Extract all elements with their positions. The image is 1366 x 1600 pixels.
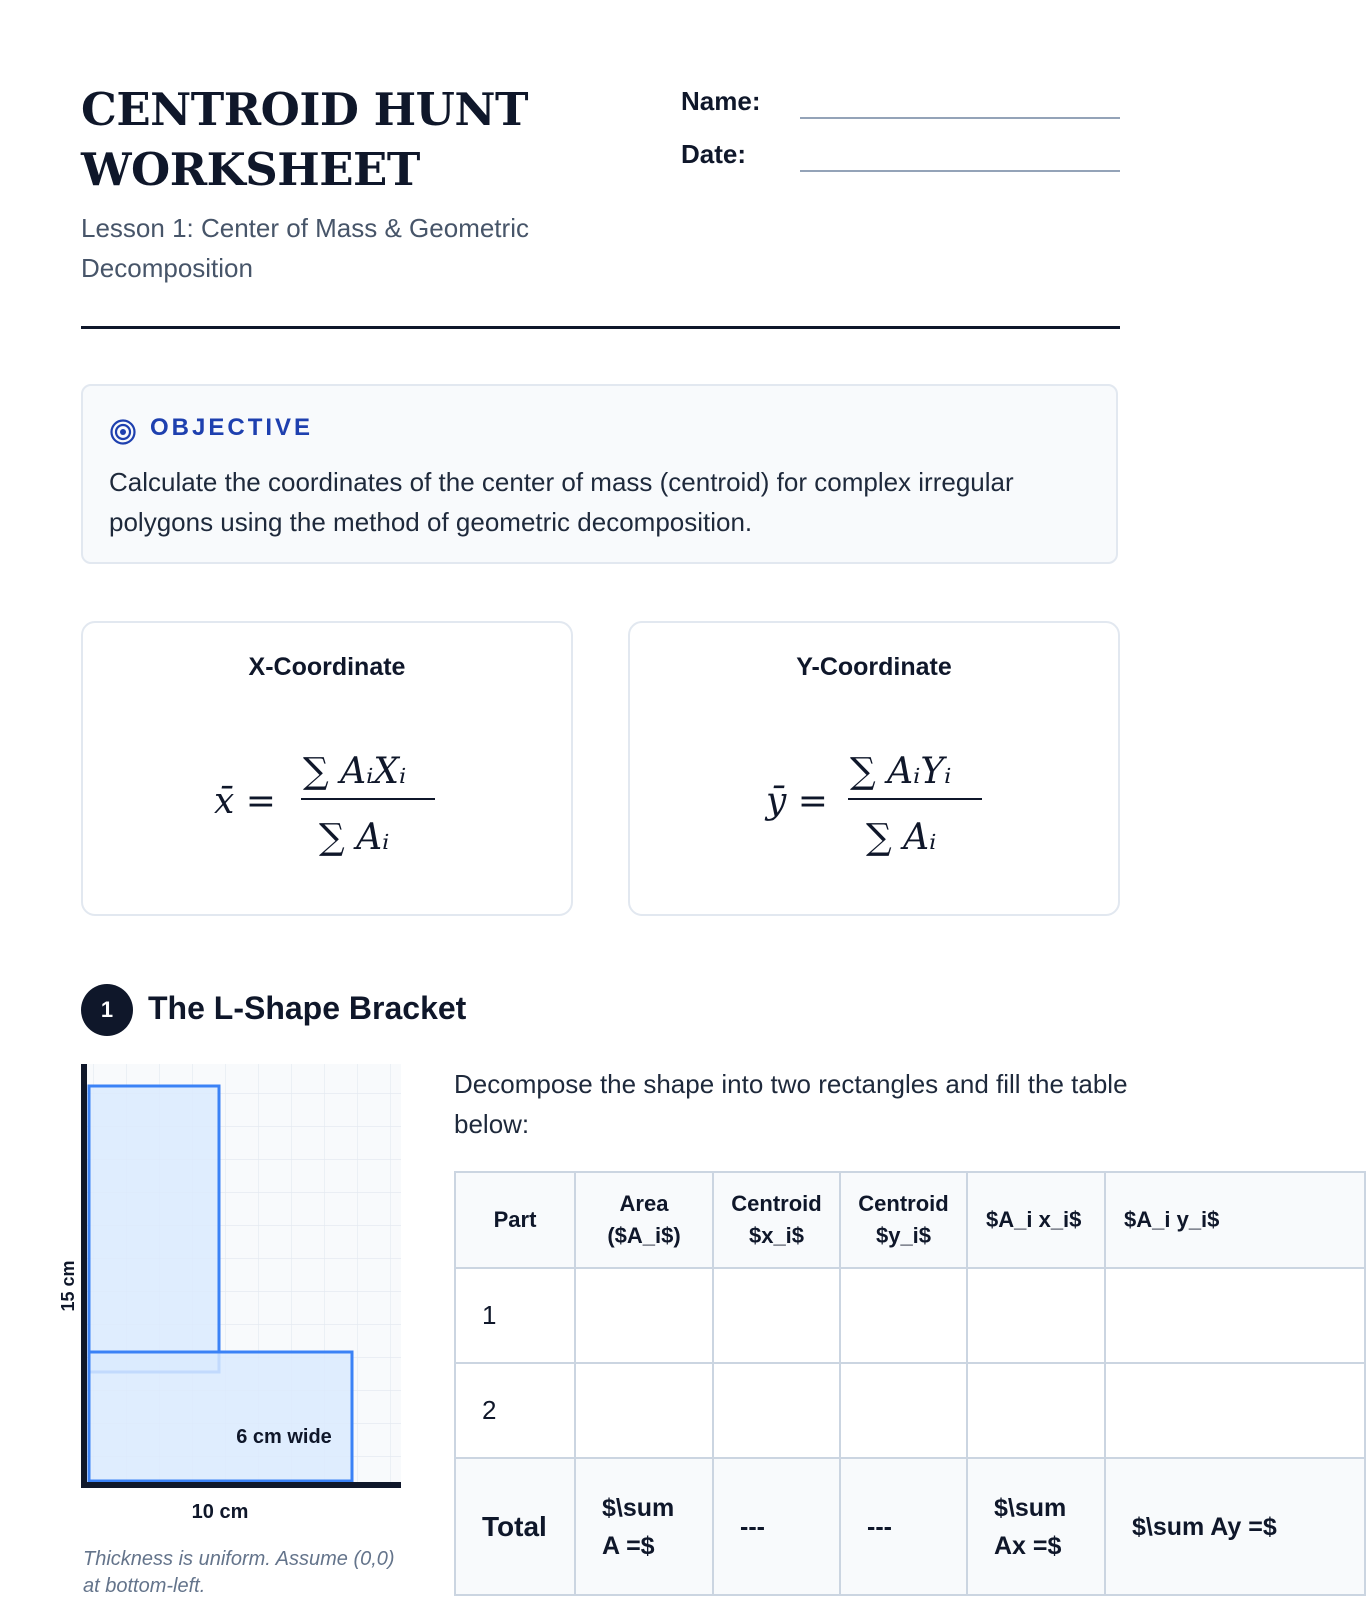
date-field[interactable] (800, 170, 1120, 172)
y-formula-lhs: ȳ = (766, 781, 828, 822)
x-formula-title: X-Coordinate (248, 653, 406, 681)
centroid-y-cell[interactable] (840, 1268, 967, 1363)
ay-cell[interactable] (1105, 1363, 1365, 1458)
lesson-subtitle: Lesson 1: Center of Mass & Geometric Decomposition (81, 213, 529, 283)
part-number: 2 (455, 1363, 575, 1458)
area-cell[interactable] (575, 1363, 713, 1458)
y-formula-denominator: ∑ Aᵢ (866, 817, 937, 858)
name-field[interactable] (800, 117, 1120, 119)
x-formula-lhs: x̄ = (214, 781, 276, 822)
total-area[interactable]: $\sum A =$ (575, 1458, 713, 1595)
x-formula-denominator: ∑ Aᵢ (319, 817, 390, 858)
total-ay[interactable]: $\sum Ay =$ (1105, 1458, 1365, 1595)
y-formula-numerator: ∑ AᵢYᵢ (850, 751, 952, 792)
part-number: 1 (455, 1268, 575, 1363)
header-divider (81, 326, 1120, 329)
total-label: Total (455, 1458, 575, 1595)
decomposition-table-container (454, 1171, 1277, 1600)
y-formula-title: Y-Coordinate (796, 653, 952, 681)
date-label: Date: (681, 139, 747, 169)
y-axis (81, 1064, 87, 1488)
objective-heading: OBJECTIVE (150, 414, 314, 441)
section-title: The L-Shape Bracket (148, 990, 467, 1026)
x-formula-numerator: ∑ AᵢXᵢ (303, 751, 407, 792)
ax-cell[interactable] (967, 1268, 1105, 1363)
worksheet-title: CENTROID HUNT WORKSHEET (81, 83, 528, 196)
rectangle-part-1 (89, 1086, 219, 1372)
centroid-y-cell[interactable] (840, 1363, 967, 1458)
centroid-x-cell[interactable] (713, 1268, 840, 1363)
total-ax[interactable]: $\sum Ax =$ (967, 1458, 1105, 1595)
objective-box (81, 384, 1118, 564)
rectangle-part-2 (89, 1352, 352, 1481)
name-label: Name: (681, 86, 761, 116)
ax-cell[interactable] (967, 1363, 1105, 1458)
diagram-note: Thickness is uniform. Assume (0,0) at bottom-left. (83, 1548, 395, 1597)
header-centroid-y: Centroid $y_i$ (840, 1172, 967, 1268)
section-number-badge: 1 (81, 984, 133, 1036)
section-instructions: Decompose the shape into two rectangles and fill the table below: (454, 1069, 1128, 1139)
target-icon (109, 418, 137, 446)
area-cell[interactable] (575, 1268, 713, 1363)
width-label: 10 cm (191, 1501, 249, 1523)
header-ay: $A_i y_i$ (1105, 1172, 1365, 1268)
decomposition-table (454, 1171, 1366, 1596)
y-centroid-formula (630, 733, 1122, 873)
header-ax: $A_i x_i$ (967, 1172, 1105, 1268)
l-shape-diagram (58, 1060, 405, 1523)
total-cy: --- (840, 1458, 967, 1595)
centroid-x-cell[interactable] (713, 1363, 840, 1458)
inner-width-label: 6 cm wide (236, 1426, 332, 1448)
total-cx: --- (713, 1458, 840, 1595)
table-header-row (455, 1172, 1365, 1268)
header-centroid-x: Centroid $x_i$ (713, 1172, 840, 1268)
x-centroid-formula (83, 733, 575, 873)
table-total-row (455, 1458, 1365, 1595)
table-row (455, 1268, 1365, 1363)
x-formula-card (81, 621, 573, 916)
table-row (455, 1363, 1365, 1458)
objective-text: Calculate the coordinates of the center of mass (centroid) for complex irregular polygons using the method of geometric decomposition. (109, 467, 1014, 537)
y-formula-card (628, 621, 1120, 916)
header-part: Part (455, 1172, 575, 1268)
header-area: Area ($A_i$) (575, 1172, 713, 1268)
x-axis (81, 1482, 401, 1488)
ay-cell[interactable] (1105, 1268, 1365, 1363)
height-label: 15 cm (58, 1260, 78, 1312)
